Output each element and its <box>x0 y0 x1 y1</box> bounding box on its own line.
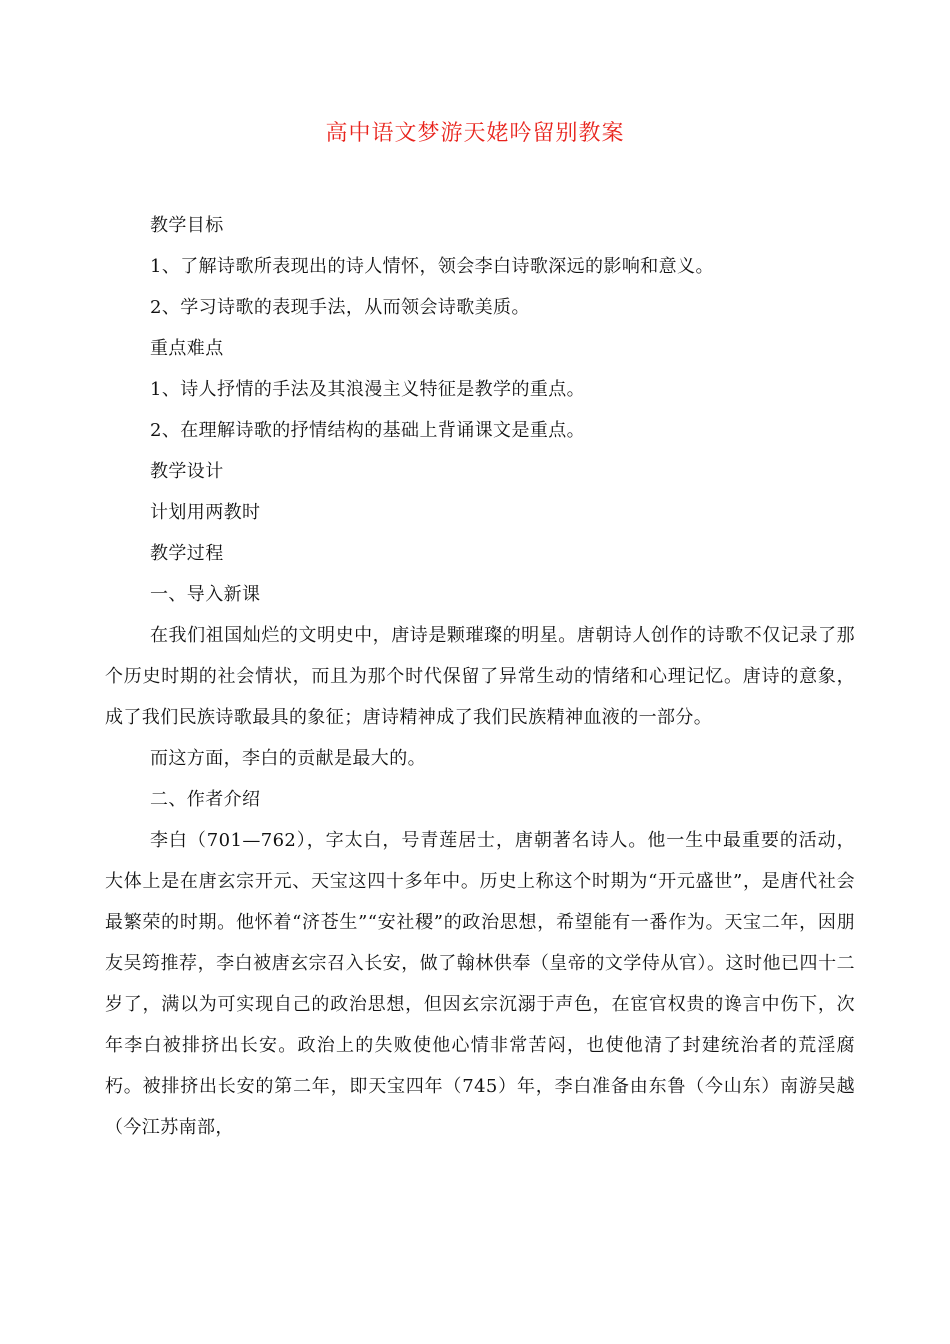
goal-item-1: 1、了解诗歌所表现出的诗人情怀，领会李白诗歌深远的影响和意义。 <box>150 256 714 277</box>
heading-key-points: 重点难点 <box>150 338 224 359</box>
key-point-1: 1、诗人抒情的手法及其浪漫主义特征是教学的重点。 <box>150 379 586 400</box>
lesson-plan-note: 计划用两教时 <box>150 502 261 523</box>
document-body <box>105 205 855 1148</box>
heading-teaching-design: 教学设计 <box>150 461 224 482</box>
heading-teaching-goals: 教学目标 <box>150 215 224 236</box>
heading-teaching-process: 教学过程 <box>150 543 224 564</box>
introduction-paragraph: 在我们祖国灿烂的文明史中，唐诗是颗璀璨的明星。唐朝诗人创作的诗歌不仅记录了那个历史时期的社会情状，而且为那个时代保留了异常生动的情绪和心理记忆。唐诗的意象，成了我们民族诗歌最具的象征；唐诗精神成了我们民族精神血液的一部分。 <box>105 625 855 728</box>
section-author-heading: 二、作者介绍 <box>150 789 261 810</box>
author-paragraph: 李白（701—762），字太白，号青莲居士，唐朝著名诗人。他一生中最重要的活动，大体上是在唐玄宗开元、天宝这四十多年中。历史上称这个时期为“开元盛世”，是唐代社会最繁荣的时期。他怀着“济苍生”“安社稷”的政治思想，希望能有一番作为。天宝二年，因朋友吴筠推荐，李白被唐玄宗召入长安，做了翰林供奉（皇帝的文学侍从官）。这时他已四十二岁了，满以为可实现自己的政治思想，但因玄宗沉溺于声色，在宦官权贵的谗言中伤下，次年李白被排挤出长安。政治上的失败使他心情非常苦闷，也使他清了封建统治者的荒淫腐朽。被排挤出长安的第二年，即天宝四年（745）年，李白准备由东鲁（今山东）南游吴越（今江苏南部， <box>105 830 855 1138</box>
key-point-2: 2、在理解诗歌的抒情结构的基础上背诵课文是重点。 <box>150 420 586 441</box>
section-introduction-heading: 一、导入新课 <box>150 584 261 605</box>
goal-item-2: 2、学习诗歌的表现手法，从而领会诗歌美质。 <box>150 297 530 318</box>
document-title: 高中语文梦游天姥吟留别教案 <box>325 121 625 146</box>
introduction-conclusion: 而这方面，李白的贡献是最大的。 <box>150 748 426 769</box>
